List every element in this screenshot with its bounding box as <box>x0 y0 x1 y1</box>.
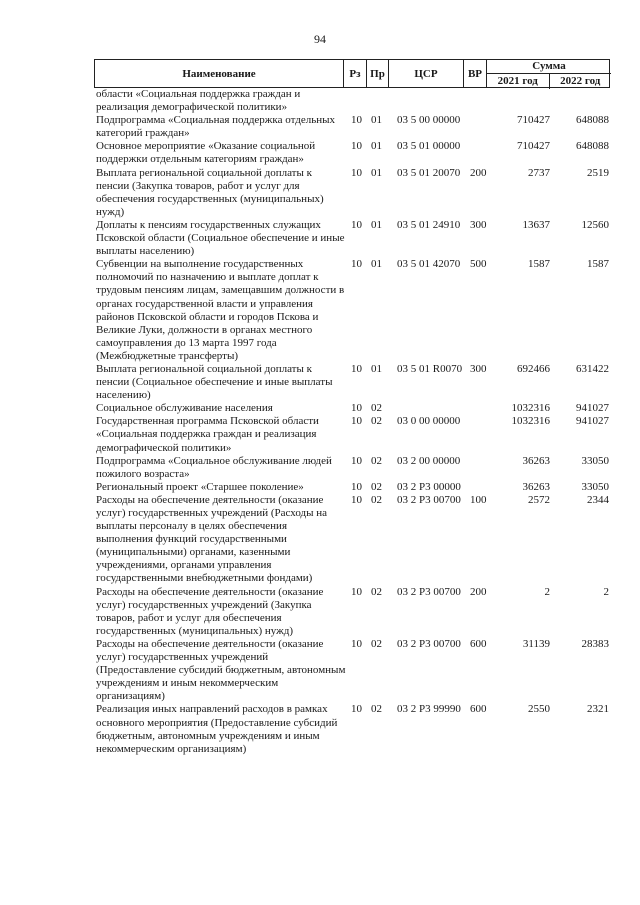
cell-s21: 2737 <box>528 166 550 179</box>
cell-csr: 03 0 00 00000 <box>397 415 461 428</box>
cell-pr: 02 <box>371 637 382 650</box>
table-row <box>96 455 616 481</box>
table-row <box>96 494 616 586</box>
cell-csr: 03 2 P3 00700 <box>397 637 461 650</box>
cell-pr: 01 <box>371 362 382 375</box>
cell-s21: 2 <box>544 585 550 598</box>
cell-pr: 01 <box>371 218 382 231</box>
cell-s22: 33050 <box>581 454 609 467</box>
cell-s22: 648088 <box>576 114 609 127</box>
cell-s22: 2344 <box>587 493 609 506</box>
cell-name: Выплата региональной социальной доплаты к пенсии (Социальное обеспечение и иные выплаты населению) <box>96 362 333 402</box>
cell-csr: 03 5 01 00000 <box>397 140 461 153</box>
cell-pr: 02 <box>371 454 382 467</box>
cell-s22: 941027 <box>576 415 609 428</box>
cell-csr: 03 2 P3 00700 <box>397 585 461 598</box>
cell-rz: 10 <box>351 362 362 375</box>
cell-csr: 03 5 01 24910 <box>397 218 461 231</box>
cell-pr: 01 <box>371 166 382 179</box>
cell-rz: 10 <box>351 114 362 127</box>
cell-name: Расходы на обеспечение деятельности (оказание услуг) государственных учреждений (Расходы на выплаты персоналу в целях обеспечения выполнения функций государственными (муниципальными) органами, казенными учреждениями, органами управления государственными внебюджетными фондами) <box>96 493 328 585</box>
cell-s22: 631422 <box>576 362 609 375</box>
cell-s21: 36263 <box>522 480 550 493</box>
header-pr: Пр <box>367 60 389 87</box>
table-body <box>96 88 616 756</box>
cell-pr: 01 <box>371 258 382 271</box>
table-row <box>96 258 616 363</box>
cell-vr: 500 <box>470 258 487 271</box>
header-year-2022: 2022 год <box>560 75 601 87</box>
table-row <box>96 140 616 166</box>
header-rz: Рз <box>344 60 367 87</box>
cell-csr: 03 2 P3 00700 <box>397 493 461 506</box>
cell-s21: 710427 <box>517 140 550 153</box>
table-row <box>96 703 616 755</box>
cell-csr: 03 5 01 20070 <box>397 166 461 179</box>
cell-csr: 03 2 P3 99990 <box>397 703 461 716</box>
table-row <box>96 638 616 703</box>
cell-csr: 03 5 01 R0070 <box>397 362 463 375</box>
cell-csr: 03 5 01 42070 <box>397 258 461 271</box>
cell-vr: 600 <box>470 703 487 716</box>
cell-rz: 10 <box>351 166 362 179</box>
table-row <box>96 219 616 258</box>
cell-s22: 648088 <box>576 140 609 153</box>
page-number: 94 <box>314 32 326 46</box>
cell-s22: 28383 <box>581 637 609 650</box>
cell-name: Реализация иных направлений расходов в рамках основного мероприятия (Предоставление субсидий бюджетным, автономным учреждениям и иным некоммерческим организациям) <box>96 703 338 755</box>
cell-vr: 600 <box>470 637 487 650</box>
header-sum <box>487 60 611 87</box>
cell-s22: 2321 <box>587 703 609 716</box>
table-header <box>94 59 610 88</box>
cell-rz: 10 <box>351 218 362 231</box>
cell-csr: 03 2 00 00000 <box>397 454 461 467</box>
cell-rz: 10 <box>351 454 362 467</box>
cell-s21: 1032316 <box>511 402 550 415</box>
cell-rz: 10 <box>351 493 362 506</box>
cell-name: Расходы на обеспечение деятельности (оказание услуг) государственных учреждений (Закупка товаров, работ и услуг для обеспечения государственных (муниципальных) нужд) <box>96 585 324 637</box>
cell-s21: 1032316 <box>511 415 550 428</box>
cell-rz: 10 <box>351 637 362 650</box>
cell-name: Субвенции на выполнение государственных полномочий по назначению и выплате доплат к трудовым пенсиям лицам, замещавшим должности в органах государственной власти и управления районов Псковской области и городов Пскова и Великие Луки, должности в органах местного самоуправления до 13 марта 1997 года (Межбюджетные трансферты) <box>96 258 345 362</box>
cell-vr: 100 <box>470 493 487 506</box>
cell-s21: 2550 <box>528 703 550 716</box>
cell-s21: 710427 <box>517 114 550 127</box>
header-sum-title: Сумма <box>487 60 611 74</box>
table-row <box>96 167 616 219</box>
cell-s21: 692466 <box>517 362 550 375</box>
cell-s21: 36263 <box>522 454 550 467</box>
header-name: Наименование <box>95 60 344 87</box>
cell-pr: 02 <box>371 703 382 716</box>
table-row <box>96 114 616 140</box>
cell-pr: 02 <box>371 480 382 493</box>
cell-name: Выплата региональной социальной доплаты к пенсии (Закупка товаров, работ и услуг для обеспечения государственных (муниципальных) нужд) <box>96 166 324 218</box>
cell-s21: 1587 <box>528 258 550 271</box>
cell-rz: 10 <box>351 140 362 153</box>
cell-s22: 33050 <box>581 480 609 493</box>
cell-s22: 2 <box>603 585 609 598</box>
cell-vr: 200 <box>470 585 487 598</box>
header-vr: ВР <box>464 60 487 87</box>
cell-name: Расходы на обеспечение деятельности (оказание услуг) государственных учреждений (Предоставление субсидий бюджетным, автономным учреждениям и иным некоммерческим организациям) <box>96 637 346 703</box>
table-row <box>96 415 616 454</box>
table-row <box>96 586 616 638</box>
cell-name: Подпрограмма «Социальная поддержка отдельных категорий граждан» <box>96 114 335 140</box>
header-csr: ЦСР <box>389 60 464 87</box>
cell-vr: 300 <box>470 362 487 375</box>
cell-csr: 03 2 P3 00000 <box>397 480 461 493</box>
table-row <box>96 363 616 402</box>
cell-s22: 12560 <box>581 218 609 231</box>
cell-name: Социальное обслуживание населения <box>96 402 273 415</box>
cell-name: Государственная программа Псковской области «Социальная поддержка граждан и реализация демографической политики» <box>96 415 319 454</box>
cell-rz: 10 <box>351 585 362 598</box>
cell-s22: 941027 <box>576 402 609 415</box>
cell-s21: 31139 <box>522 637 550 650</box>
table-row <box>96 481 616 494</box>
cell-s21: 2572 <box>528 493 550 506</box>
cell-name: Региональный проект «Старшее поколение» <box>96 480 304 493</box>
cell-s22: 2519 <box>587 166 609 179</box>
cell-name: Доплаты к пенсиям государственных служащих Псковской области (Социальное обеспечение и иные выплаты населению) <box>96 218 345 258</box>
cell-rz: 10 <box>351 480 362 493</box>
cell-pr: 02 <box>371 493 382 506</box>
cell-name: Подпрограмма «Социальное обслуживание людей пожилого возраста» <box>96 454 332 480</box>
cell-name: области «Социальная поддержка граждан и реализация демографической политики» <box>96 88 301 114</box>
cell-rz: 10 <box>351 402 362 415</box>
cell-pr: 01 <box>371 140 382 153</box>
cell-rz: 10 <box>351 258 362 271</box>
cell-vr: 300 <box>470 218 487 231</box>
header-year-2021: 2021 год <box>487 74 550 89</box>
cell-s22: 1587 <box>587 258 609 271</box>
table-row <box>96 402 616 415</box>
cell-pr: 02 <box>371 415 382 428</box>
cell-pr: 02 <box>371 585 382 598</box>
cell-csr: 03 5 00 00000 <box>397 114 461 127</box>
table-row <box>96 88 616 114</box>
cell-s21: 13637 <box>522 218 550 231</box>
cell-vr: 200 <box>470 166 487 179</box>
cell-pr: 02 <box>371 402 382 415</box>
cell-rz: 10 <box>351 415 362 428</box>
cell-pr: 01 <box>371 114 382 127</box>
cell-name: Основное мероприятие «Оказание социальной поддержки отдельным категориям граждан» <box>96 140 316 166</box>
cell-rz: 10 <box>351 703 362 716</box>
